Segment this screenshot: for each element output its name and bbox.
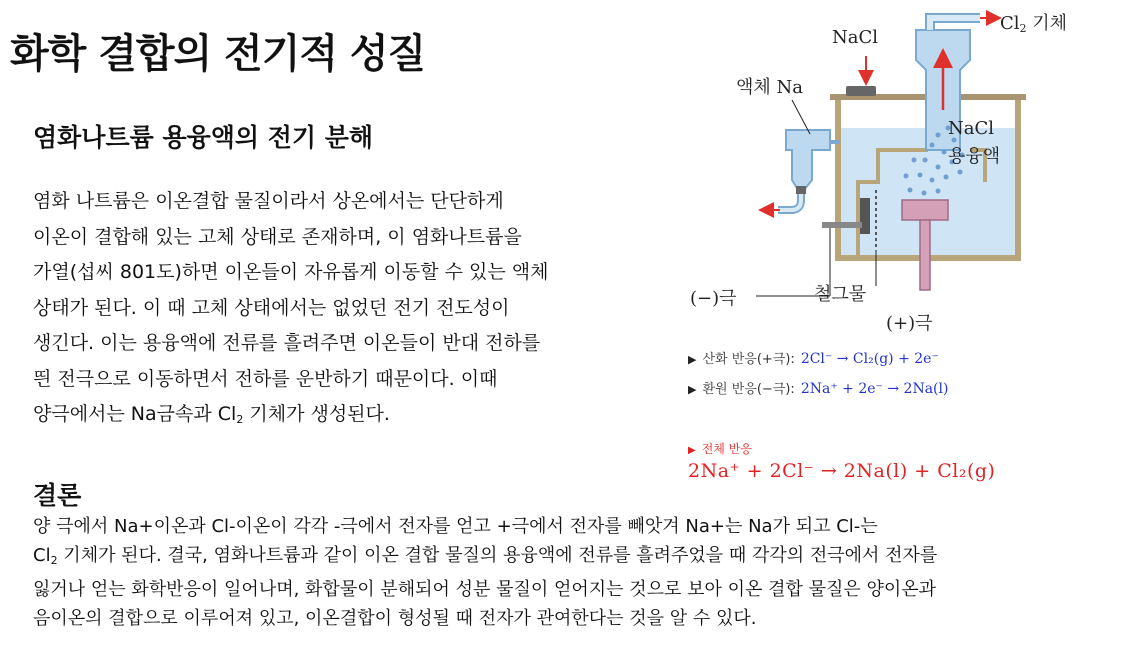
reaction-name: 산화 반응(+극): bbox=[702, 352, 795, 367]
label-anode: (+)극 bbox=[886, 313, 933, 334]
triangle-marker-icon: ▶ bbox=[688, 383, 697, 396]
sodium-funnel bbox=[786, 130, 830, 190]
nacl-feed bbox=[846, 86, 876, 96]
total-label-text: 전체 반응 bbox=[701, 442, 752, 456]
page-title: 화학 결합의 전기적 성질 bbox=[10, 31, 426, 77]
body-line: 생긴다. 이는 용융액에 전류를 흘려주면 이온들이 반대 전하를 bbox=[33, 332, 541, 354]
conclusion-line: 음이온의 결합으로 이루어져 있고, 이온결합이 형성될 때 전자가 관여한다는 것을 알 수 있다. bbox=[33, 608, 757, 629]
label-cl2-gas bbox=[1000, 9, 1067, 35]
body-line bbox=[33, 397, 643, 438]
body-line: 가열(섭씨 801도)하면 이온들이 자유롭게 이동할 수 있는 액체 bbox=[33, 261, 549, 283]
body-line: 이온이 결합해 있는 고체 상태로 존재하며, 이 염화나트륨을 bbox=[33, 225, 522, 248]
label-nacl-melt: NaCl bbox=[948, 118, 995, 139]
label-nacl-melt-2: 용융액 bbox=[948, 146, 1001, 167]
subscript: 2 bbox=[1019, 22, 1027, 35]
total-reaction-label bbox=[688, 440, 752, 457]
label-iron-mesh: 철그물 bbox=[814, 284, 867, 305]
conclusion-paragraph bbox=[33, 512, 1113, 633]
conclusion-line: 잃거나 얻는 화학반응이 일어나며, 화합물이 분해되어 성분 물질이 얻어지는 것으로 보아 이온 결합 물질은 양이온과 bbox=[33, 579, 937, 600]
anode-plate bbox=[902, 200, 948, 220]
body-line: 염화 나트륨은 이온결합 물질이라서 상온에서는 단단하게 bbox=[33, 190, 504, 212]
reaction-equation: 2Cl⁻ → Cl₂(g) + 2e⁻ bbox=[800, 351, 939, 367]
reaction-name: 환원 반응(−극): bbox=[702, 382, 795, 397]
electrolysis-diagram bbox=[680, 0, 1100, 345]
reduction-reaction bbox=[688, 378, 948, 397]
reaction-equation: 2Na⁺ + 2e⁻ → 2Na(l) bbox=[800, 381, 949, 397]
body-line-text: 양극에서는 Na금속과 Cl bbox=[33, 403, 237, 425]
conclusion-line bbox=[33, 541, 1113, 575]
label-liquid-na: 액체 Na bbox=[736, 77, 803, 98]
conclusion-line: 양 극에서 Na+이온과 Cl-이온이 각각 -극에서 전자를 얻고 +극에서 전자를 빼앗겨 Na+는 Na가 되고 Cl-는 bbox=[33, 516, 878, 537]
oxidation-reaction bbox=[688, 348, 939, 367]
conclusion-title: 결론 bbox=[33, 481, 82, 510]
electrolysis-figure bbox=[680, 0, 1100, 345]
subscript: 2 bbox=[236, 413, 244, 426]
conclusion-text: Cl bbox=[33, 545, 51, 566]
label-cathode: (−)극 bbox=[690, 288, 737, 309]
total-reaction-equation: 2Na⁺ + 2Cl⁻ → 2Na(l) + Cl₂(g) bbox=[688, 460, 996, 482]
body-line: 띈 전극으로 이동하면서 전하를 운반하기 때문이다. 이때 bbox=[33, 367, 498, 390]
conclusion-text: 기체가 된다. 결국, 염화나트륨과 같이 이온 결합 물질의 용융액에 전류를 흘려주었을 때 각각의 전극에서 전자를 bbox=[57, 545, 938, 566]
subscript: 2 bbox=[50, 554, 58, 567]
anode-rod bbox=[920, 220, 930, 290]
body-line: 상태가 된다. 이 때 고체 상태에서는 없었던 전기 전도성이 bbox=[33, 296, 510, 319]
section-title: 염화나트륨 용융액의 전기 분해 bbox=[33, 123, 374, 152]
label-nacl-feed: NaCl bbox=[832, 27, 879, 48]
label-text: Cl bbox=[1000, 13, 1020, 34]
body-line-text: 기체가 생성된다. bbox=[243, 403, 390, 425]
body-paragraph bbox=[33, 184, 643, 438]
cathode bbox=[860, 198, 870, 234]
triangle-marker-icon: ▶ bbox=[688, 353, 697, 366]
label-text: 기체 bbox=[1026, 13, 1068, 34]
triangle-marker-icon: ▶ bbox=[688, 445, 696, 456]
